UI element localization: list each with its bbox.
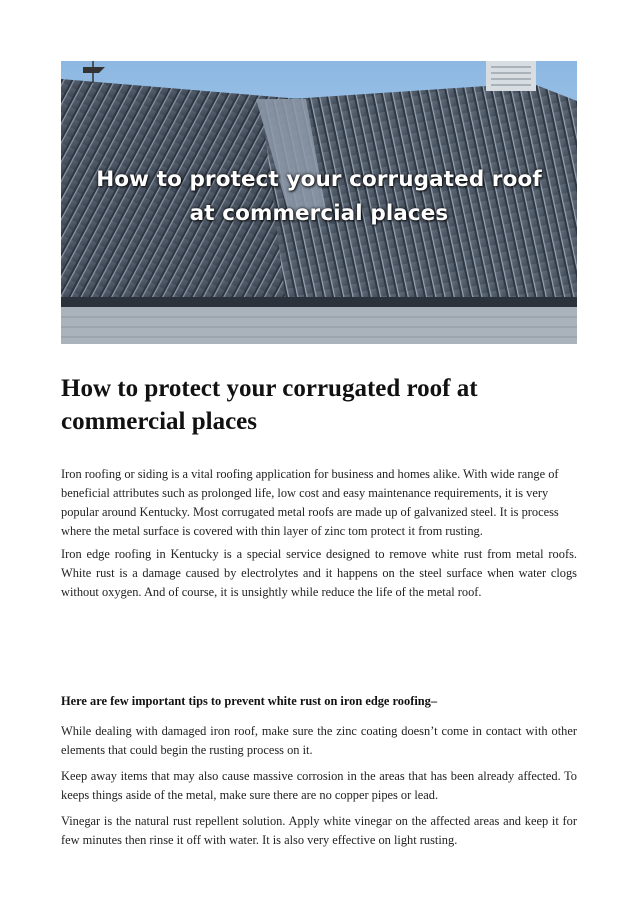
intro-paragraph: Iron roofing or siding is a vital roofing application for business and homes alike. With wide range of beneficial attributes such as prolonged life, low cost and easy maintenance requirements, it is very popular around Kentucky. Most corrugated metal roofs are made up of galvanized steel. It is process where the metal surface is covered with thin layer of zinc tom protect it from rusting. (61, 467, 559, 538)
tip-item: While dealing with damaged iron roof, make sure the zinc coating doesn’t come in contact with other elements that could begin the rusting process on it. (61, 724, 577, 757)
hero-image (61, 61, 577, 344)
article-title: How to protect your corrugated roof at commercial places (61, 375, 478, 435)
tip-item: Vinegar is the natural rust repellent solution. Apply white vinegar on the affected areas and keep it for few minutes then rinse it off with water. It is also very effective on light rusting. (61, 814, 577, 847)
tip-item: Keep away items that may also cause massive corrosion in the areas that has been already affected. To keeps things aside of the metal, make sure there are no copper pipes or lead. (61, 769, 577, 802)
hero-title-line2: at commercial places (189, 201, 449, 226)
hero-title-line1: How to protect your corrugated roof (96, 167, 542, 192)
white-rust-paragraph: Iron edge roofing in Kentucky is a special service designed to remove white rust from metal roofs. White rust is a damage caused by electrolytes and it happens on the steel surface when water clogs without oxygen. And of course, it is unsightly while reduce the life of the metal roof. (61, 547, 577, 599)
tips-heading: Here are few important tips to prevent white rust on iron edge roofing– (61, 694, 438, 708)
